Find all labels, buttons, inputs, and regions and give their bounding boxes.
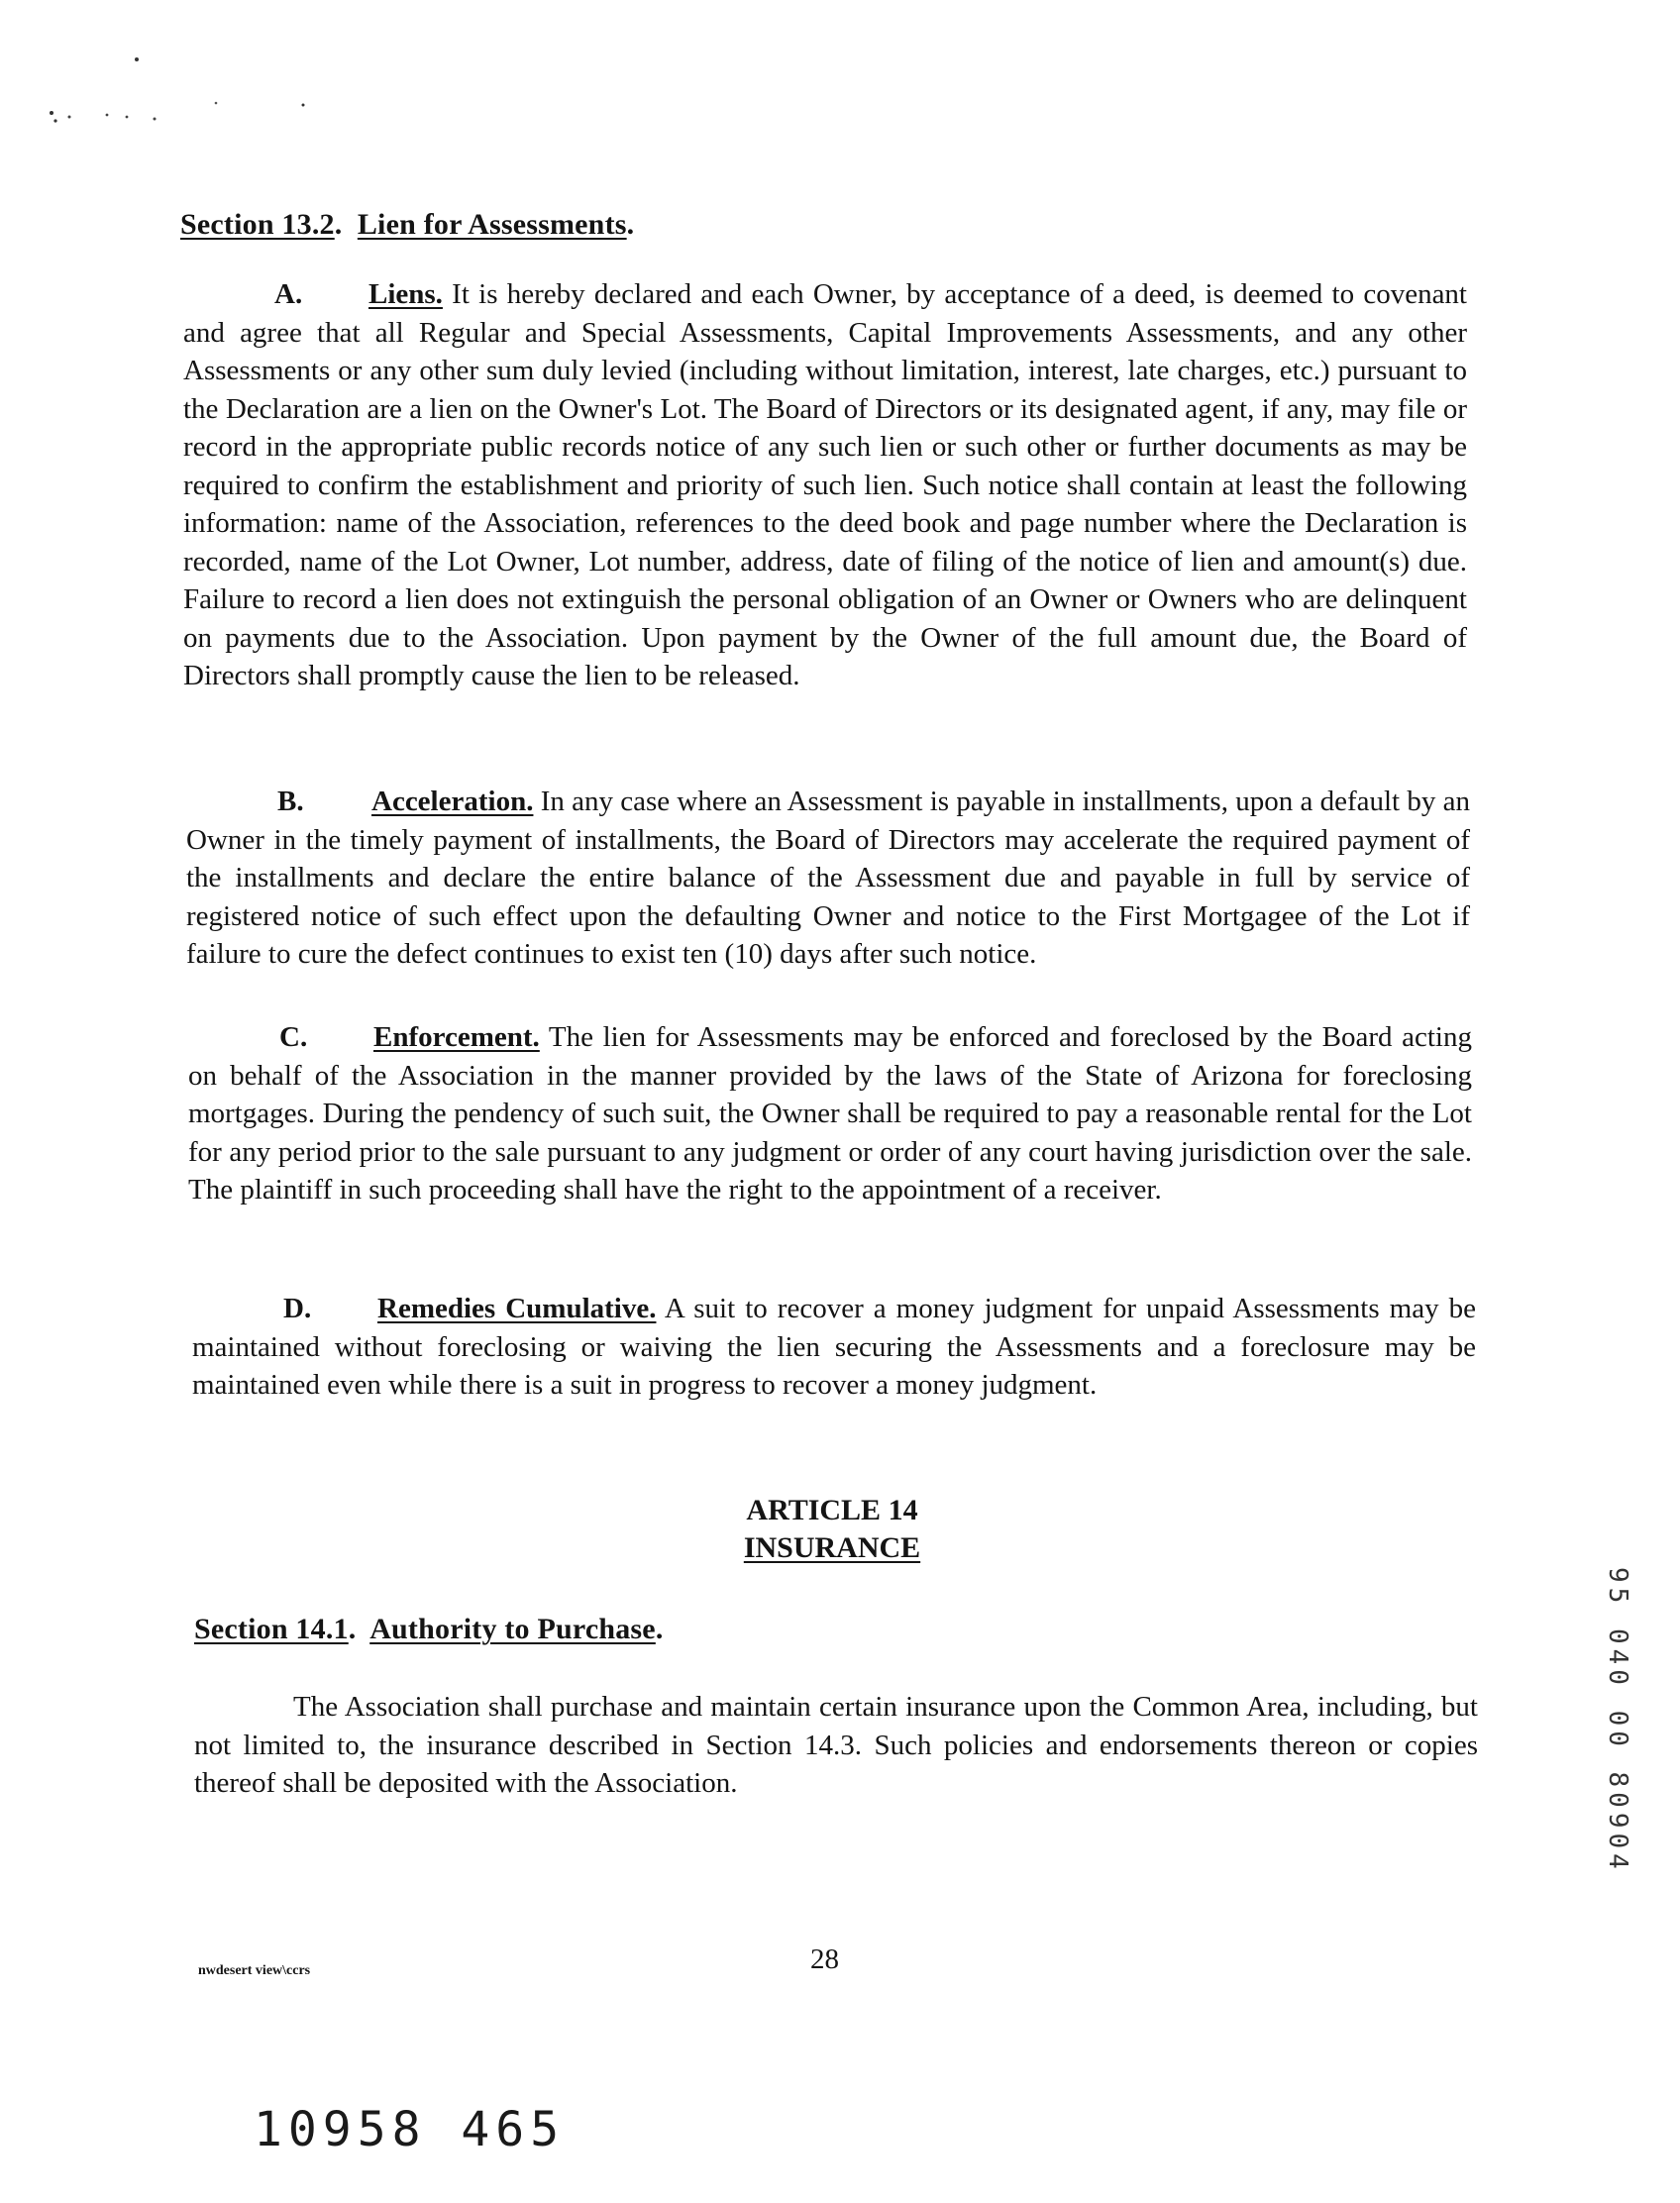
section-13-2-number: Section 13.2: [180, 208, 335, 241]
article-title: INSURANCE: [743, 1531, 921, 1564]
article-number: ARTICLE 14: [746, 1494, 918, 1526]
section-13-2-title: Lien for Assessments: [357, 208, 627, 241]
paragraph-section-14-1: [194, 1688, 1478, 1803]
paragraph-b-acceleration: [186, 783, 1470, 974]
article-heading: [594, 1492, 1070, 1567]
side-recording-number: 95 040 00 80904: [1603, 1567, 1632, 1874]
item-c-text: The lien for Assessments may be enforced and foreclosed by the Board acting on behalf of the Association in the manner provided by the laws of the State of Arizona for foreclosing mortgages. During the pendency of such suit, the Owner shall be required to pay a reasonable rental for the Lot for any period prior to the sale pursuant to any judgment or order of any court having jurisdiction over the sale. The plaintiff in such proceeding shall have the right to the appointment of a receiver.: [188, 1021, 1472, 1206]
book-page-stamp: 10958 465: [254, 2102, 566, 2157]
section-14-1-heading: Section 14.1. Authority to Purchase.: [194, 1613, 664, 1645]
item-b-text: In any case where an Assessment is payable in installments, upon a default by an Owner in the timely payment of installments, the Board of Directors may accelerate the required payment of the installments and declare the entire balance of the Assessment due and payable in full by service of registered notice of such effect upon the defaulting Owner and notice to the First Mortgagee of the Lot if failure to cure the defect continues to exist ten (10) days after such notice.: [186, 786, 1470, 970]
section-13-2-heading: Section 13.2. Lien for Assessments.: [180, 208, 635, 241]
section-14-1-text: The Association shall purchase and maintain certain insurance upon the Common Area, including, but not limited to, the insurance described in Section 14.3. Such policies and endorsements thereon or copies thereof shall be deposited with the Association.: [194, 1691, 1478, 1799]
section-14-1-number: Section 14.1: [194, 1613, 349, 1645]
item-a-letter: A.: [274, 278, 303, 310]
item-d-text: A suit to recover a money judgment for unpaid Assessments may be maintained without foreclosing or waiving the lien securing the Assessments and a foreclosure may be maintained even while there is a suit in progress to recover a money judgment.: [192, 1293, 1476, 1401]
item-a-title: Liens.: [368, 278, 443, 310]
paragraph-d-remedies: [192, 1290, 1476, 1405]
scan-specks: [40, 40, 337, 158]
item-d-title: Remedies Cumulative.: [377, 1293, 657, 1324]
footer-file-path: nwdesert view\ccrs: [198, 1963, 311, 1978]
item-a-text: It is hereby declared and each Owner, by acceptance of a deed, is deemed to covenant and agree that all Regular and Special Assessments, Capital Improvements Assessments, and any other Assessments or any other sum duly levied (including without limitation, interest, late charges, etc.) pursuant to the Declaration are a lien on the Owner's Lot. The Board of Directors or its designated agent, if any, may file or record in the appropriate public records notice of any such lien or such other or further documents as may be required to confirm the establishment and priority of such lien. Such notice shall contain at least the following information: name of the Association, references to the deed book and page number where the Declaration is recorded, name of the Lot Owner, Lot number, address, date of filing of the notice of lien and amount(s) due. Failure to record a lien does not extinguish the personal obligation of an Owner or Owners who are delinquent on payments due to the Association. Upon payment by the Owner of the full amount due, the Board of Directors shall promptly cause the lien to be released.: [183, 278, 1467, 691]
paragraph-a-liens: [183, 275, 1467, 695]
item-c-letter: C.: [279, 1021, 308, 1053]
item-c-title: Enforcement.: [373, 1021, 540, 1053]
paragraph-c-enforcement: [188, 1018, 1472, 1209]
item-d-letter: D.: [283, 1293, 312, 1324]
page-number: 28: [810, 1943, 839, 1975]
side-recording-stamp: [1597, 1567, 1656, 1943]
item-b-title: Acceleration.: [371, 786, 534, 817]
section-14-1-title: Authority to Purchase: [369, 1613, 656, 1645]
item-b-letter: B.: [277, 786, 304, 817]
